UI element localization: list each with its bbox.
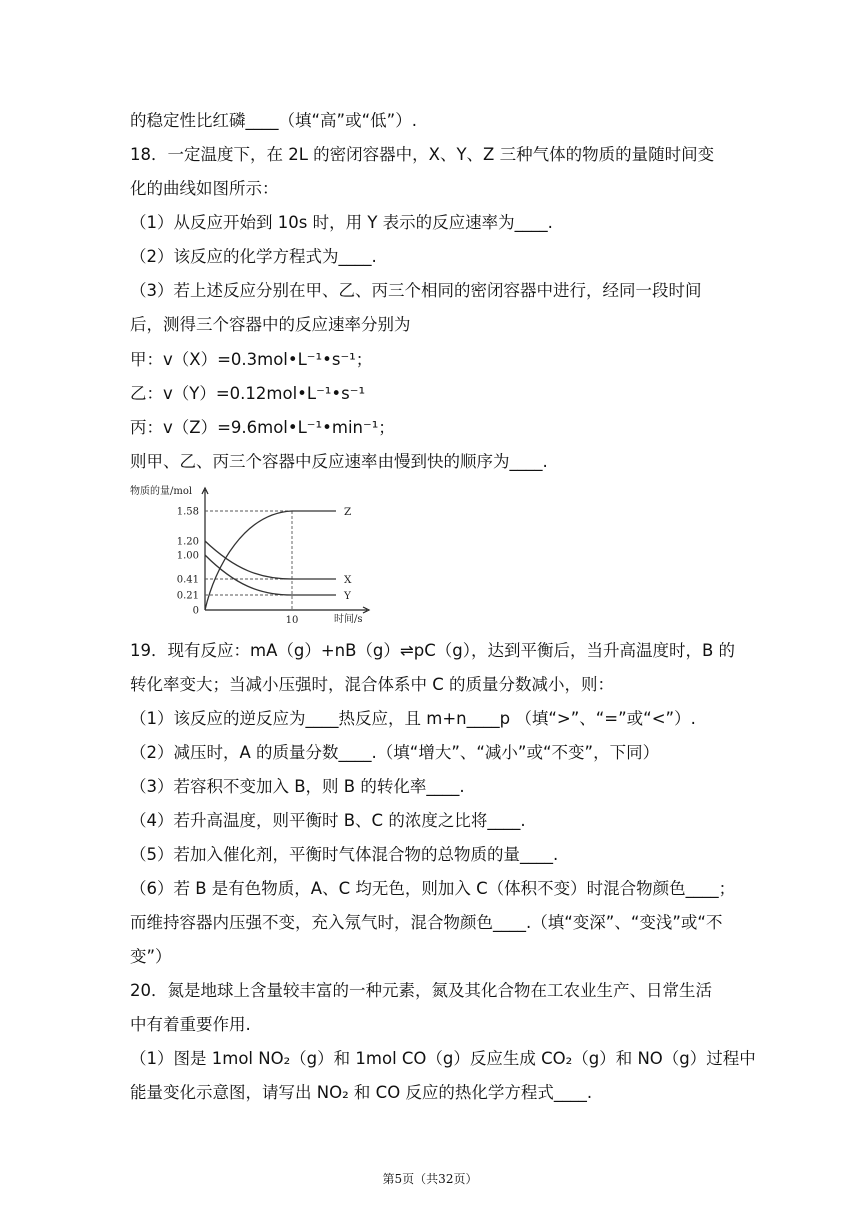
series-y-label: Y xyxy=(344,590,351,602)
question-19-part-1: （1）该反应的逆反应为____热反应，且 m+n____p （填“>”、“=”或“<”）. xyxy=(130,709,696,728)
text-line: 化的曲线如图所示： xyxy=(130,179,279,198)
rate-yi: 乙：v（Y）=0.12mol•L⁻¹•s⁻¹ xyxy=(130,384,366,403)
question-18-stem: 18．一定温度下，在 2L 的密闭容器中，X、Y、Z 三种气体的物质的量随时间变 xyxy=(130,145,715,164)
question-18-part-2: （2）该反应的化学方程式为____. xyxy=(130,247,377,266)
text-line: 中有着重要作用. xyxy=(130,1015,251,1034)
rate-jia: 甲：v（X）=0.3mol•L⁻¹•s⁻¹； xyxy=(130,350,373,369)
y-tick-label: 1.00 xyxy=(176,550,199,562)
series-y-curve xyxy=(205,555,292,595)
question-19-part-2: （2）减压时，A 的质量分数____.（填“增大”、“减小”或“不变”，下同） xyxy=(130,743,660,762)
rate-bing: 丙：v（Z）=9.6mol•L⁻¹•min⁻¹； xyxy=(130,418,395,437)
question-19-part-5: （5）若加入催化剂，平衡时气体混合物的总物质的量____. xyxy=(130,845,559,864)
question-20-part-1: （1）图是 1mol NO₂（g）和 1mol CO（g）反应生成 CO₂（g）和 NO（g）过程中 xyxy=(130,1049,756,1068)
x-tick-label: 10 xyxy=(285,615,299,626)
question-19-part-4: （4）若升高温度，则平衡时 B、C 的浓度之比将____. xyxy=(130,811,526,830)
y-tick-label: 0.41 xyxy=(176,574,199,586)
amount-time-chart xyxy=(126,478,376,628)
series-z-label: Z xyxy=(344,506,352,518)
text-line: 变”） xyxy=(130,947,172,966)
text-line: 的稳定性比红磷____（填“高”或“低”）. xyxy=(130,111,417,130)
x-axis-label: 时间/s xyxy=(334,614,363,625)
text-line: 转化率变大；当减小压强时，混合体系中 C 的质量分数减小，则： xyxy=(130,675,615,694)
text-line: 而维持容器内压强不变，充入氖气时，混合物颜色____.（填“变深”、“变浅”或“不 xyxy=(130,913,723,932)
question-18-part-1: （1）从反应开始到 10s 时，用 Y 表示的反应速率为____. xyxy=(130,213,553,232)
question-19-part-6: （6）若 B 是有色物质，A、C 均无色，则加入 C（体积不变）时混合物颜色____； xyxy=(130,879,736,898)
y-axis-label: 物质的量/mol xyxy=(130,486,193,497)
question-19-part-3: （3）若容积不变加入 B，则 B 的转化率____. xyxy=(130,777,465,796)
page-footer: 第5页（共32页） xyxy=(382,1172,478,1186)
chart-svg xyxy=(126,478,376,628)
question-19-stem: 19．现有反应：mA（g）+nB（g）⇌pC（g），达到平衡后，当升高温度时，B 的 xyxy=(130,641,736,660)
text-line: 能量变化示意图，请写出 NO₂ 和 CO 反应的热化学方程式____. xyxy=(130,1083,593,1102)
y-tick-label: 0 xyxy=(192,605,199,617)
series-z-curve xyxy=(205,511,292,610)
y-tick-label: 1.58 xyxy=(176,506,199,518)
text-line: 后，测得三个容器中的反应速率分别为 xyxy=(130,315,411,334)
y-tick-label: 0.21 xyxy=(176,590,199,602)
series-x-label: X xyxy=(344,574,352,586)
question-20-stem: 20．氮是地球上含量较丰富的一种元素，氮及其化合物在工农业生产、日常生活 xyxy=(130,981,712,1000)
y-tick-label: 1.20 xyxy=(176,536,199,548)
text-line: 则甲、乙、丙三个容器中反应速率由慢到快的顺序为____. xyxy=(130,452,548,471)
question-18-part-3: （3）若上述反应分别在甲、乙、丙三个相同的密闭容器中进行，经同一段时间 xyxy=(130,281,702,300)
